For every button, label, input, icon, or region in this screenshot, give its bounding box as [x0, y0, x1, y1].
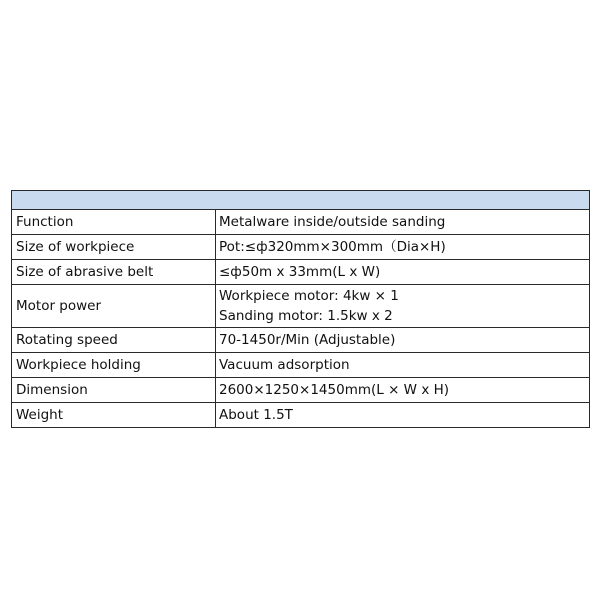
spec-value [216, 403, 590, 428]
spec-label: Function [12, 210, 216, 235]
table-row-size-of-workpiece [12, 235, 590, 260]
spec-table [11, 190, 590, 428]
table-row-size-of-abrasive-belt [12, 260, 590, 285]
table-row-rotating-speed [12, 328, 590, 353]
spec-value [216, 260, 590, 285]
spec-value [216, 328, 590, 353]
table-header-band [12, 191, 590, 210]
spec-value-line: Workpiece motor: 4kw × 1 [219, 288, 399, 304]
spec-label: Weight [12, 403, 216, 428]
table-row-workpiece-holding [12, 353, 590, 378]
spec-label: Size of workpiece [12, 235, 216, 260]
spec-value [216, 210, 590, 235]
spec-value-line: 70-1450r/Min (Adjustable) [219, 332, 396, 348]
table-row-dimension [12, 378, 590, 403]
spec-label: Dimension [12, 378, 216, 403]
spec-value [216, 285, 590, 328]
spec-label: Size of abrasive belt [12, 260, 216, 285]
spec-value-line: Pot:≤ф320mm×300mm（Dia×H) [219, 239, 446, 255]
spec-value [216, 353, 590, 378]
spec-value-line: ≤ф50m x 33mm(L x W) [219, 264, 381, 280]
spec-value [216, 378, 590, 403]
table-row-function [12, 210, 590, 235]
spec-value [216, 235, 590, 260]
spec-label: Rotating speed [12, 328, 216, 353]
spec-value-line: About 1.5T [219, 407, 293, 423]
table-row-weight [12, 403, 590, 428]
spec-value-line: Metalware inside/outside sanding [219, 214, 446, 230]
spec-label: Motor power [12, 285, 216, 328]
spec-value-line: Vacuum adsorption [219, 357, 350, 373]
table-row-motor-power [12, 285, 590, 328]
spec-value-line: Sanding motor: 1.5kw x 2 [219, 308, 393, 324]
spec-label: Workpiece holding [12, 353, 216, 378]
spec-value-line: 2600×1250×1450mm(L × W x H) [219, 382, 450, 398]
